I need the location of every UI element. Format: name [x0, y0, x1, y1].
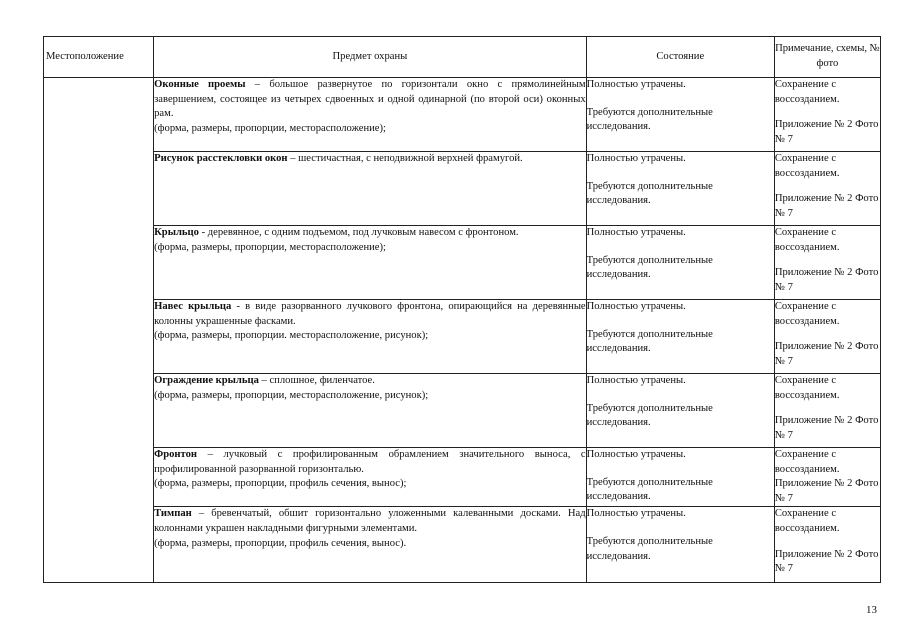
subject-cell	[154, 374, 587, 448]
subject-params: (форма, размеры, пропорции, месторасположение);	[154, 122, 386, 134]
state-research: Требуются дополнительные исследования.	[586, 106, 713, 133]
header-state: Состояние	[586, 37, 774, 78]
header-location: Местоположение	[44, 37, 154, 78]
table-row	[44, 507, 881, 583]
note-preservation: Сохранение с воссозданием.	[774, 227, 840, 253]
state-research: Требуются дополнительные исследования.	[586, 254, 713, 281]
state-status: Полностью утрачены.	[586, 227, 686, 238]
state-cell	[586, 300, 774, 374]
subject-cell	[154, 152, 587, 226]
note-cell	[774, 152, 880, 226]
subject-params: (форма, размеры, пропорции, месторасположение);	[154, 241, 386, 253]
state-cell	[586, 226, 774, 300]
table-row	[44, 152, 881, 226]
subject-name: Фронтон	[154, 449, 197, 460]
protection-subjects-table	[43, 36, 881, 583]
note-cell	[774, 226, 880, 300]
table-row	[44, 226, 881, 300]
state-research: Требуются дополнительные исследования.	[586, 402, 713, 429]
subject-cell	[154, 448, 587, 507]
note-cell	[774, 507, 880, 583]
location-cell	[44, 78, 154, 583]
state-status: Полностью утрачены.	[586, 301, 686, 312]
state-status: Полностью утрачены.	[586, 375, 686, 386]
subject-description: - в виде разорванного лучкового фронтона, опирающийся на деревянные колонны украшенные фасками.	[154, 301, 586, 327]
note-preservation: Сохранение с воссозданием.	[774, 449, 840, 475]
table-row	[44, 78, 881, 152]
note-preservation: Сохранение с воссозданием.	[774, 79, 840, 105]
state-cell	[586, 374, 774, 448]
state-research: Требуются дополнительные исследования.	[586, 180, 713, 207]
state-research: Требуются дополнительные исследования.	[586, 328, 713, 355]
note-reference: Приложение № 2 Фото № 7	[774, 267, 879, 293]
table-header-row	[44, 37, 881, 78]
note-cell	[774, 374, 880, 448]
note-cell	[774, 78, 880, 152]
note-cell	[774, 448, 880, 507]
state-status: Полностью утрачены.	[586, 449, 686, 460]
note-preservation: Сохранение с воссозданием.	[774, 508, 840, 534]
subject-cell	[154, 300, 587, 374]
state-status: Полностью утрачены.	[586, 79, 686, 90]
subject-cell	[154, 507, 587, 583]
subject-description: – шестичастная, с неподвижной верхней фрамугой.	[287, 153, 523, 164]
page-number: 13	[866, 604, 877, 616]
state-status: Полностью утрачены.	[586, 153, 686, 164]
subject-name: Ограждение крыльца	[154, 375, 259, 386]
subject-name: Навес крыльца	[154, 301, 232, 312]
subject-name: Рисунок расстекловки окон	[154, 153, 288, 164]
subject-description: – большое развернутое по горизонтали окно с прямолинейным завершением, состоящее из четырех сдвоенных и одной одинарной (по второй оси) оконных рам.	[154, 79, 586, 120]
subject-cell	[154, 226, 587, 300]
subject-params: (форма, размеры, пропорции, месторасположение, рисунок);	[154, 389, 429, 401]
table-row	[44, 448, 881, 507]
subject-params: (форма, размеры, пропорции, профиль сечения, вынос);	[154, 478, 407, 490]
state-cell	[586, 78, 774, 152]
subject-name: Оконные проемы	[154, 79, 246, 90]
subject-description: - деревянное, с одним подъемом, под лучковым навесом с фронтоном.	[198, 227, 519, 238]
state-cell	[586, 152, 774, 226]
subject-params: (форма, размеры, пропорции, профиль сечения, вынос).	[154, 537, 407, 549]
subject-description: – сплошное, филенчатое.	[258, 375, 375, 386]
header-subject: Предмет охраны	[154, 37, 587, 78]
state-cell	[586, 448, 774, 507]
state-status: Полностью утрачены.	[586, 508, 686, 520]
state-cell	[586, 507, 774, 583]
header-note: Примечание, схемы, № фото	[774, 37, 880, 78]
note-reference: Приложение № 2 Фото № 7	[774, 415, 879, 441]
table-row	[44, 300, 881, 374]
subject-cell	[154, 78, 587, 152]
note-reference: Приложение № 2 Фото № 7	[774, 478, 879, 504]
subject-description: – бревенчатый, обшит горизонтально уложенными калеванными досками. Над колоннами украшен накладными фигурными элементами.	[154, 508, 586, 534]
note-preservation: Сохранение с воссозданием.	[774, 301, 840, 327]
subject-description: – лучковый с профилированным обрамлением значительного выноса, с профилированной разорванной горизонталью.	[154, 449, 586, 475]
note-cell	[774, 300, 880, 374]
subject-params: (форма, размеры, пропорции. месторасположение, рисунок);	[154, 330, 429, 342]
note-preservation: Сохранение с воссозданием.	[774, 153, 840, 179]
note-reference: Приложение № 2 Фото № 7	[774, 341, 879, 367]
note-preservation: Сохранение с воссозданием.	[774, 375, 840, 401]
note-reference: Приложение № 2 Фото № 7	[774, 193, 879, 219]
state-research: Требуются дополнительные исследования.	[586, 535, 713, 562]
subject-name: Крыльцо	[154, 227, 199, 238]
subject-name: Тимпан	[154, 508, 192, 520]
note-reference: Приложение № 2 Фото № 7	[774, 548, 879, 575]
note-reference: Приложение № 2 Фото № 7	[774, 119, 879, 145]
table-row	[44, 374, 881, 448]
state-research: Требуются дополнительные исследования.	[586, 476, 713, 503]
